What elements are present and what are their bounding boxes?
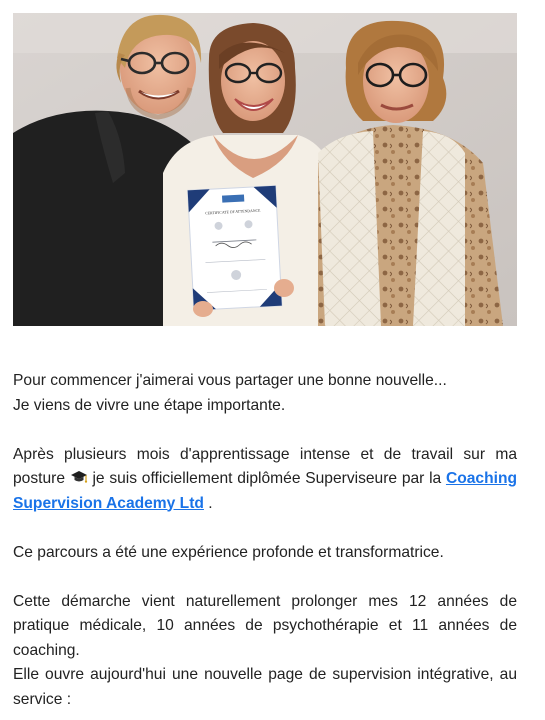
academy-link[interactable]: Coaching Supervision Academy Ltd [13,470,517,512]
diploma-text-middle: je suis officiellement diplômée Superviseure par la [87,470,442,487]
paragraph-experience: Cette démarche vient naturellement prolonger mes 12 années de pratique médicale, 10 années de psychothérapie et 11 années de coaching. [13,592,517,659]
intro-line-1: Pour commencer j'aimerai vous partager une bonne nouvelle... [13,372,447,389]
graduation-cap-icon [70,470,88,484]
diploma-text-start: Après plusieurs mois d'apprentissage intense et de travail sur ma posture [13,445,517,487]
message-body [13,369,517,712]
paragraph-supervision: Elle ouvre aujourd'hui une nouvelle page de supervision intégrative, au service : [13,666,517,708]
paragraph-journey: Ce parcours a été une expérience profonde et transformatrice. [13,543,444,561]
intro-line-2: Je viens de vivre une étape importante. [13,396,286,414]
diploma-text-end: . [203,494,213,512]
certificate [188,186,282,310]
photo-certificate-ceremony [13,13,517,326]
paragraph-intro [13,369,517,418]
certificate-title: CERTIFICATE OF ATTENDANCE [205,208,261,216]
paragraph-diploma [13,443,517,517]
